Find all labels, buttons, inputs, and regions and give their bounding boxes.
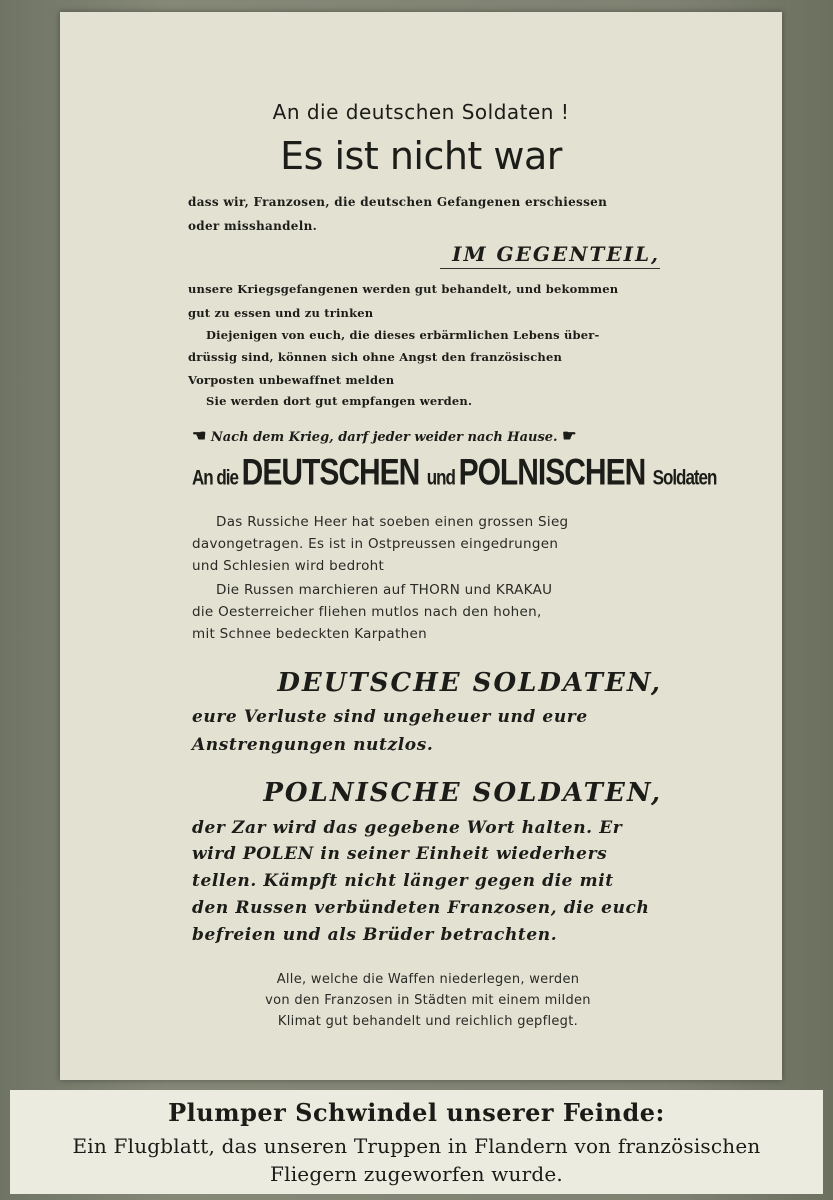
german-line: eure Verluste sind ungeheuer und eure bbox=[192, 707, 588, 727]
caption-strip bbox=[10, 1090, 823, 1194]
closing-line: Alle, welche die Waffen niederlegen, werden bbox=[276, 972, 580, 987]
headline-part: Soldaten bbox=[652, 465, 717, 490]
intro-line: oder misshandeln. bbox=[188, 219, 318, 233]
leaflet-header: An die deutschen Soldaten ! bbox=[272, 100, 570, 124]
body-line: Diejenigen von euch, die dieses erbärmlichen Lebens über- bbox=[206, 328, 600, 342]
russian-line: die Oesterreicher fliehen mutlos nach den hohen, bbox=[192, 604, 542, 620]
russian-line: davongetragen. Es ist in Ostpreussen eingedrungen bbox=[192, 536, 559, 552]
caption-text: Ein Flugblatt, das unseren Truppen in Flandern von französischen bbox=[72, 1134, 761, 1158]
polish-line: tellen. Kämpft nicht länger gegen die mit bbox=[192, 871, 614, 891]
headline-soldiers bbox=[192, 452, 717, 495]
polish-line: wird POLEN in seiner Einheit wiederhers bbox=[192, 844, 608, 864]
closing-line: Klimat gut behandelt und reichlich gepflegt. bbox=[277, 1014, 579, 1029]
body-line: drüssig sind, können sich ohne Angst den französischen bbox=[188, 350, 563, 364]
russian-line: mit Schnee bedeckten Karpathen bbox=[192, 626, 427, 642]
polish-line: der Zar wird das gegebene Wort halten. Er bbox=[192, 818, 623, 838]
german-soldiers-heading: DEUTSCHE SOLDATEN, bbox=[277, 668, 662, 698]
intro-line: dass wir, Franzosen, die deutschen Gefangenen erschiessen bbox=[188, 195, 608, 209]
polish-line: befreien und als Brüder betrachten. bbox=[192, 925, 558, 945]
caption-text: Fliegern zugeworfen wurde. bbox=[270, 1162, 563, 1186]
propaganda-leaflet bbox=[60, 12, 782, 1080]
russian-line: und Schlesien wird bedroht bbox=[192, 558, 385, 574]
headline-part: POLNISCHEN bbox=[458, 452, 653, 494]
after-war-text: Nach dem Krieg, darf jeder weider nach Hause. bbox=[210, 430, 558, 445]
headline-part: und bbox=[426, 465, 459, 490]
closing-line: von den Franzosen in Städten mit einem milden bbox=[265, 993, 591, 1008]
russian-line: Das Russiche Heer hat soeben einen grossen Sieg bbox=[216, 514, 569, 530]
polish-soldiers-heading: POLNISCHE SOLDATEN, bbox=[263, 778, 662, 808]
body-line: unsere Kriegsgefangenen werden gut behandelt, und bekommen bbox=[188, 282, 619, 296]
polish-line: den Russen verbündeten Franzosen, die euch bbox=[192, 898, 650, 918]
russian-line: Die Russen marchieren auf THORN und KRAKAU bbox=[216, 582, 553, 598]
caption-title: Plumper Schwindel unserer Feinde: bbox=[168, 1098, 665, 1127]
after-war-line bbox=[192, 426, 662, 445]
body-line: gut zu essen und zu trinken bbox=[188, 306, 374, 320]
body-line: Vorposten unbewaffnet melden bbox=[188, 373, 395, 387]
headline-part: An die bbox=[192, 465, 242, 490]
headline-part: DEUTSCHEN bbox=[241, 452, 427, 494]
leaflet-title: Es ist nicht war bbox=[280, 134, 562, 178]
german-line: Anstrengungen nutzlos. bbox=[192, 735, 434, 755]
gegenteil-heading: IM GEGENTEIL, bbox=[440, 242, 660, 269]
pointing-hand-right-icon: ☛ bbox=[562, 426, 577, 445]
body-line: Sie werden dort gut empfangen werden. bbox=[206, 394, 473, 408]
pointing-hand-left-icon: ☚ bbox=[192, 426, 207, 445]
